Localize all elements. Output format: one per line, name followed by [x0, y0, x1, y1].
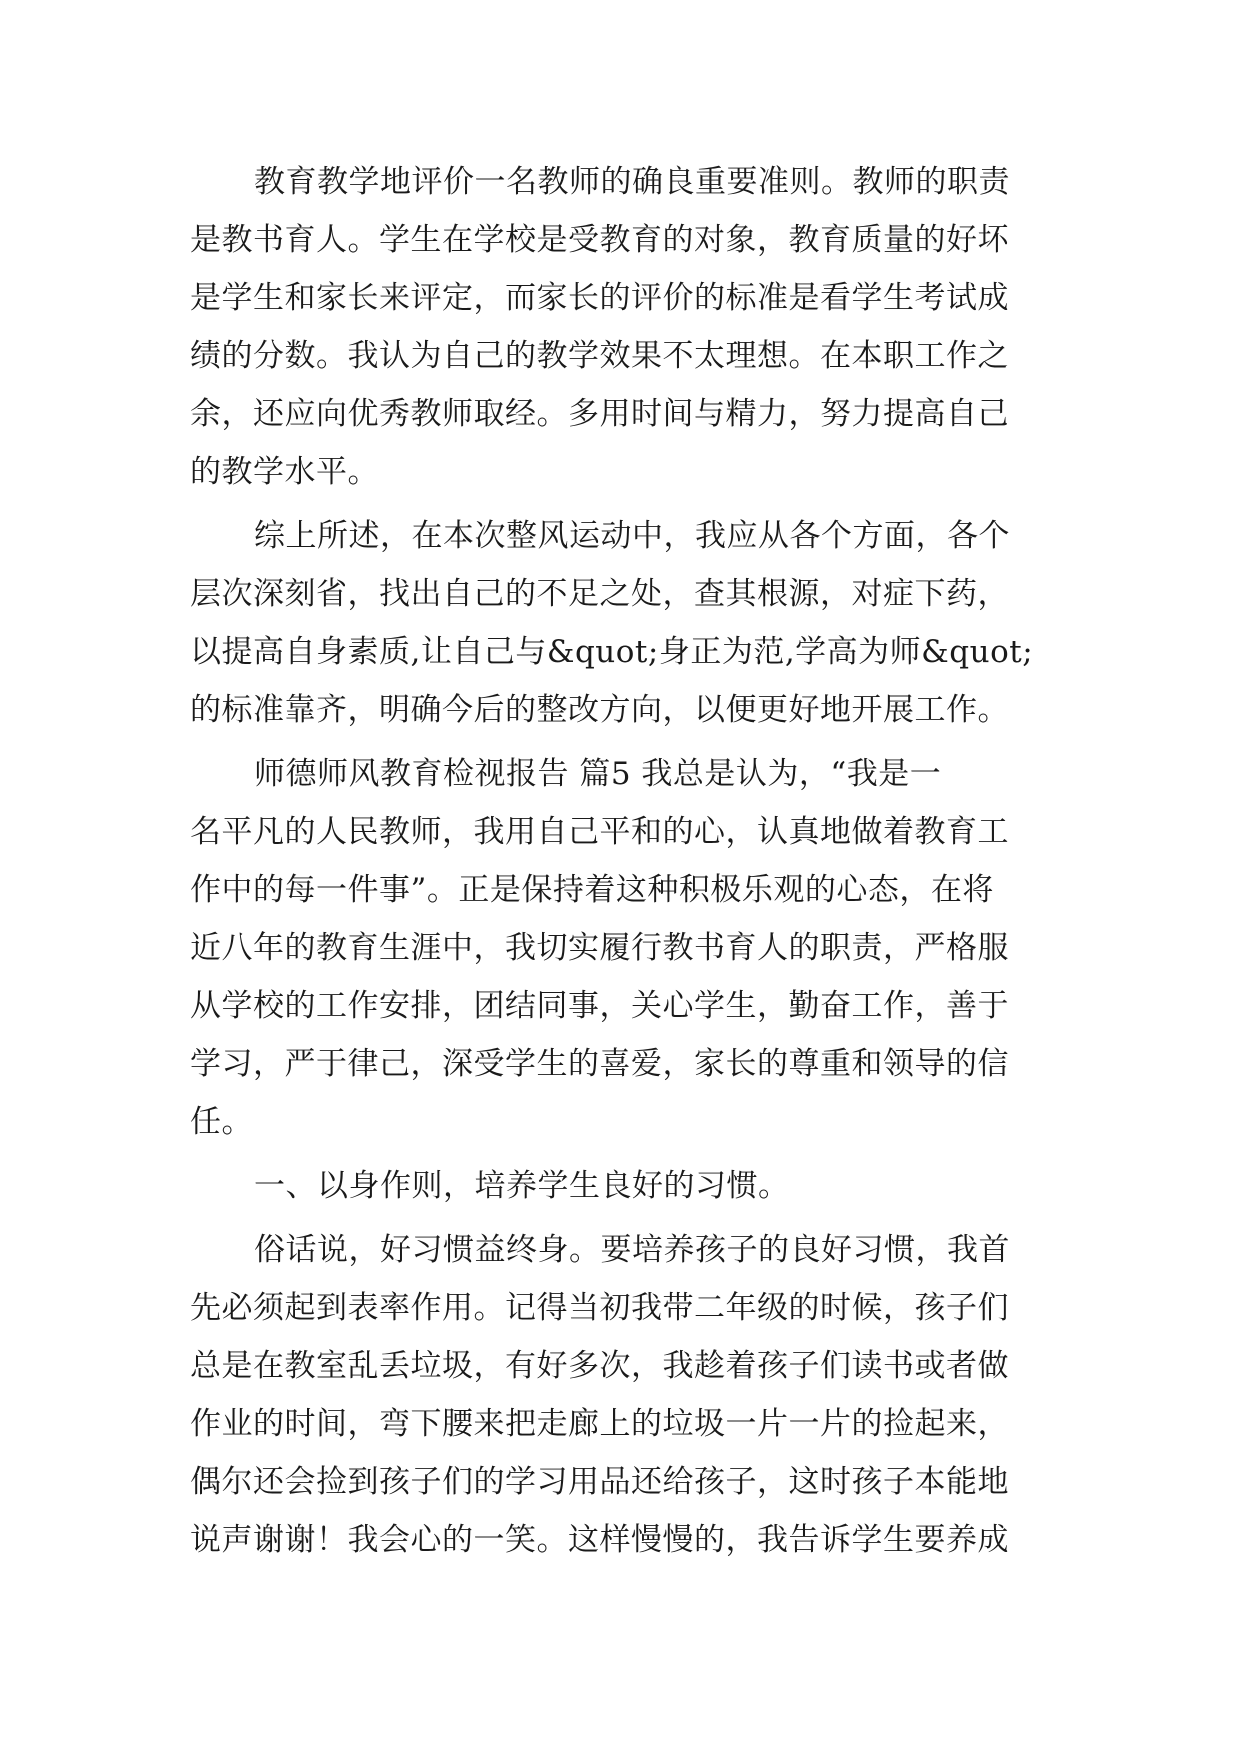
paragraph-line: 作业的时间，弯下腰来把走廊上的垃圾一片一片的捡起来，	[190, 1406, 1009, 1442]
paragraph-line: 的教学水平。	[190, 454, 379, 490]
paragraph-line: 名平凡的人民教师，我用自己平和的心，认真地做着教育工	[190, 814, 1009, 850]
paragraph-line: 先必须起到表率作用。记得当初我带二年级的时候，孩子们	[190, 1290, 1009, 1326]
section-heading-line: 师德师风教育检视报告 篇5 我总是认为，“我是一	[254, 756, 942, 792]
paragraph-line: 近八年的教育生涯中，我切实履行教书育人的职责，严格服	[190, 930, 1009, 966]
paragraph-line: 层次深刻省，找出自己的不足之处，查其根源，对症下药，	[190, 576, 1009, 612]
paragraph-line: 偶尔还会捡到孩子们的学习用品还给孩子，这时孩子本能地	[190, 1464, 1009, 1500]
paragraph-line: 以提高自身素质,让自己与&quot;身正为范,学高为师&quot;	[190, 634, 1034, 670]
paragraph-line: 学习，严于律己，深受学生的喜爱，家长的尊重和领导的信	[190, 1046, 1009, 1082]
paragraph-line: 俗话说，好习惯益终身。要培养孩子的良好习惯，我首	[254, 1232, 1010, 1268]
paragraph-line: 是学生和家长来评定，而家长的评价的标准是看学生考试成	[190, 280, 1009, 316]
paragraph-line: 的标准靠齐，明确今后的整改方向，以便更好地开展工作。	[190, 692, 1009, 728]
subheading-line: 一、以身作则，培养学生良好的习惯。	[254, 1168, 790, 1204]
paragraph-line: 从学校的工作安排，团结同事，关心学生，勤奋工作，善于	[190, 988, 1009, 1024]
paragraph-line: 教育教学地评价一名教师的确良重要准则。教师的职责	[254, 164, 1010, 200]
paragraph-line: 总是在教室乱丢垃圾，有好多次，我趁着孩子们读书或者做	[190, 1348, 1009, 1384]
paragraph-line: 作中的每一件事”。正是保持着这种积极乐观的心态，在将	[190, 872, 994, 908]
paragraph-line: 余，还应向优秀教师取经。多用时间与精力，努力提高自己	[190, 396, 1009, 432]
document-body	[190, 153, 1070, 1569]
paragraph-line: 绩的分数。我认为自己的教学效果不太理想。在本职工作之	[190, 338, 1009, 374]
paragraph-line: 说声谢谢！我会心的一笑。这样慢慢的，我告诉学生要养成	[190, 1522, 1009, 1558]
paragraph-line: 任。	[190, 1104, 253, 1140]
paragraph-line: 综上所述，在本次整风运动中，我应从各个方面，各个	[254, 518, 1010, 554]
paragraph-line: 是教书育人。学生在学校是受教育的对象，教育质量的好坏	[190, 222, 1009, 258]
